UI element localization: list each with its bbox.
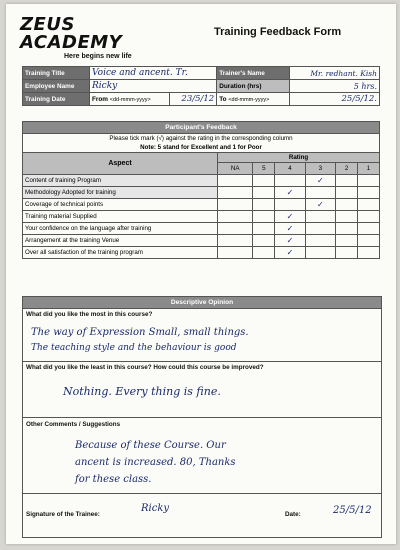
aspect-row	[23, 211, 380, 223]
to-label-cell	[217, 93, 290, 106]
feedback-form-sheet	[6, 4, 396, 544]
descriptive-opinion-heading: Descriptive Opinion	[23, 297, 381, 309]
answer-most-liked-line2[interactable]: The teaching style and the behaviour is good	[31, 343, 237, 353]
rating-cell-1[interactable]	[358, 175, 380, 187]
rating-cell-5[interactable]	[253, 235, 275, 247]
aspect-label: Arrangement at the training Venue	[23, 235, 218, 247]
rating-cell-2[interactable]	[336, 247, 358, 259]
aspect-rows	[23, 175, 380, 259]
aspect-label: Methodology Adopted for training	[23, 187, 218, 199]
rating-cell-3[interactable]	[305, 187, 335, 199]
from-date-field[interactable]	[169, 93, 216, 106]
tick-mark: ✓	[286, 224, 294, 233]
rating-header: Rating	[218, 153, 380, 163]
from-date-value: 23/5/12	[181, 94, 215, 104]
rating-cell-5[interactable]	[253, 187, 275, 199]
aspect-label: Your confidence on the language after training	[23, 223, 218, 235]
rating-cell-na[interactable]	[218, 187, 253, 199]
rating-cell-na[interactable]	[218, 199, 253, 211]
rating-cell-na[interactable]	[218, 175, 253, 187]
rating-cell-1[interactable]	[358, 211, 380, 223]
aspect-row	[23, 223, 380, 235]
rating-cell-4[interactable]	[275, 223, 305, 235]
rating-col-3: 3	[305, 163, 335, 175]
participant-feedback-table	[22, 121, 380, 259]
rating-cell-2[interactable]	[336, 211, 358, 223]
question-other-comments: Other Comments / Suggestions	[26, 421, 121, 428]
question-least-liked: What did you like the least in this course? How could this course be improved?	[26, 364, 264, 371]
trainee-signature[interactable]: Ricky	[141, 503, 170, 514]
from-label-cell	[90, 93, 170, 106]
participant-feedback-heading: Participant's Feedback	[23, 122, 380, 134]
to-date-field[interactable]	[290, 93, 380, 106]
answer-other-comments-line2[interactable]: ancent is increased. 80, Thanks	[75, 457, 236, 468]
to-label: To	[219, 95, 227, 103]
rating-cell-5[interactable]	[253, 223, 275, 235]
divider	[23, 493, 381, 494]
rating-cell-2[interactable]	[336, 223, 358, 235]
rating-cell-4[interactable]	[275, 211, 305, 223]
aspect-row	[23, 187, 380, 199]
employee-name-field[interactable]	[90, 80, 217, 93]
training-info-table	[22, 66, 380, 106]
logo-tagline: Here begins new life	[64, 53, 132, 60]
rating-cell-5[interactable]	[253, 211, 275, 223]
tick-mark: ✓	[317, 176, 324, 185]
rating-cell-3[interactable]	[305, 211, 335, 223]
tick-mark: ✓	[286, 188, 294, 197]
divider	[23, 417, 381, 418]
from-label: From	[92, 95, 108, 103]
trainer-name-label: Trainer's Name	[217, 67, 290, 80]
aspect-row	[23, 247, 380, 259]
rating-cell-3[interactable]	[305, 175, 335, 187]
rating-cell-4[interactable]	[275, 247, 305, 259]
answer-least-liked[interactable]: Nothing. Every thing is fine.	[63, 385, 221, 398]
rating-cell-5[interactable]	[253, 199, 275, 211]
aspect-label: Over all satisfaction of the training program	[23, 247, 218, 259]
training-title-value: Voice and ancent. Tr.	[92, 68, 188, 78]
rating-col-4: 4	[275, 163, 305, 175]
training-title-label: Training Title	[23, 67, 90, 80]
rating-cell-2[interactable]	[336, 187, 358, 199]
employee-name-label: Employee Name	[23, 80, 90, 93]
duration-value: 5 hrs.	[353, 81, 377, 91]
rating-cell-1[interactable]	[358, 187, 380, 199]
rating-cell-1[interactable]	[358, 223, 380, 235]
divider	[23, 361, 381, 362]
rating-cell-2[interactable]	[336, 199, 358, 211]
logo-text: ZEUS ACADEMY	[20, 14, 123, 53]
signature-label: Signature of the Trainee:	[26, 511, 100, 518]
answer-most-liked-line1[interactable]: The way of Expression Small, small things.	[31, 327, 249, 338]
rating-col-2: 2	[336, 163, 358, 175]
rating-cell-3[interactable]	[305, 199, 335, 211]
aspect-label: Content of training Program	[23, 175, 218, 187]
aspect-header: Aspect	[23, 153, 218, 175]
rating-col-5: 5	[253, 163, 275, 175]
rating-cell-2[interactable]	[336, 175, 358, 187]
feedback-note: Note: 5 stand for Excellent and 1 for Poor	[23, 143, 380, 153]
trainer-name-value: Mr. redhant. Kish	[310, 68, 377, 78]
date-label: Date:	[285, 511, 301, 518]
tick-mark: ✓	[286, 236, 294, 245]
rating-col-na: NA	[218, 163, 253, 175]
duration-field[interactable]	[290, 80, 380, 93]
to-date-value: 25/5/12.	[341, 94, 377, 104]
rating-cell-4[interactable]	[275, 199, 305, 211]
from-format-hint: <dd-mmm-yyyy>	[109, 96, 151, 103]
tick-mark: ✓	[286, 248, 294, 257]
signature-date[interactable]: 25/5/12	[333, 505, 372, 516]
to-format-hint: <dd-mmm-yyyy>	[228, 96, 270, 103]
rating-cell-na[interactable]	[218, 235, 253, 247]
answer-other-comments-line1[interactable]: Because of these Course. Our	[75, 440, 226, 451]
form-title: Training Feedback Form	[214, 26, 342, 38]
rating-cell-3[interactable]	[305, 223, 335, 235]
rating-cell-4[interactable]	[275, 235, 305, 247]
rating-cell-4[interactable]	[275, 187, 305, 199]
aspect-row	[23, 199, 380, 211]
rating-cell-na[interactable]	[218, 211, 253, 223]
rating-cell-na[interactable]	[218, 223, 253, 235]
rating-cell-5[interactable]	[253, 247, 275, 259]
rating-cell-na[interactable]	[218, 247, 253, 259]
zeus-academy-logo	[20, 16, 180, 60]
descriptive-opinion-section	[22, 296, 382, 538]
aspect-label: Training material Supplied	[23, 211, 218, 223]
tick-mark: ✓	[286, 212, 294, 221]
training-title-field[interactable]	[90, 67, 217, 80]
aspect-row	[23, 235, 380, 247]
feedback-instruction: Please tick mark (√) against the rating in the corresponding column	[23, 134, 380, 144]
rating-cell-1[interactable]	[358, 199, 380, 211]
rating-cell-3[interactable]	[305, 235, 335, 247]
rating-cell-2[interactable]	[336, 235, 358, 247]
answer-other-comments-line3[interactable]: for these class.	[75, 474, 152, 485]
rating-cell-1[interactable]	[358, 235, 380, 247]
tick-mark: ✓	[317, 200, 324, 209]
aspect-row	[23, 175, 380, 187]
trainer-name-field[interactable]	[290, 67, 380, 80]
aspect-label: Coverage of technical points	[23, 199, 218, 211]
employee-name-value: Ricky	[92, 81, 118, 91]
question-most-liked: What did you like the most in this course?	[26, 311, 153, 318]
rating-cell-3[interactable]	[305, 247, 335, 259]
rating-cell-4[interactable]	[275, 175, 305, 187]
training-date-label: Training Date	[23, 93, 90, 106]
duration-label: Duration (hrs)	[217, 80, 290, 93]
rating-col-1: 1	[358, 163, 380, 175]
rating-cell-1[interactable]	[358, 247, 380, 259]
rating-cell-5[interactable]	[253, 175, 275, 187]
